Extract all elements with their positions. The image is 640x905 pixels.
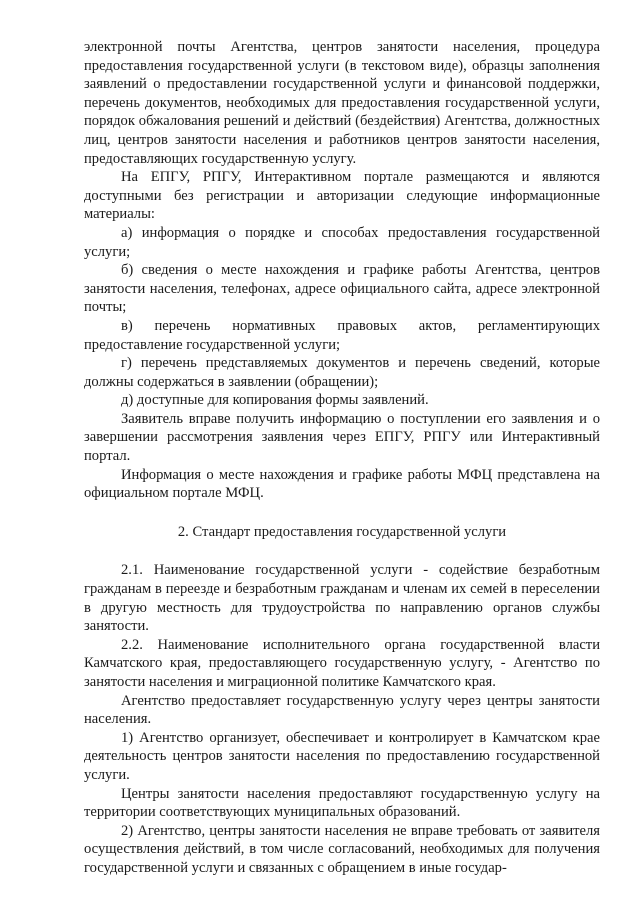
- document-body: [84, 38, 600, 878]
- paragraph-portal-materials: На ЕПГУ, РПГУ, Интерактивном портале размещаются и являются доступными без регистрации и авторизации следующие информационные материалы:: [84, 169, 600, 223]
- paragraph-2-1: 2.1. Наименование государственной услуги - содействие безработным гражданам в переезде и безработным гражданам и членам их семей в переселении в другую местность для трудоустройства по направлению органов службы занятости.: [84, 562, 600, 635]
- spacer: [84, 503, 600, 523]
- spacer: [84, 541, 600, 561]
- list-item-v: в) перечень нормативных правовых актов, регламентирующих предоставление государственной услуги;: [84, 317, 600, 353]
- paragraph-item-2: 2) Агентство, центры занятости населения не вправе требовать от заявителя осуществления действий, в том числе согласований, необходимых для получения государственной услуги и связанных с обращением в иные государ-: [84, 822, 600, 876]
- section-heading: 2. Стандарт предоставления государственной услуги: [177, 523, 507, 540]
- paragraph-2-2: 2.2. Наименование исполнительного органа государственной власти Камчатского края, предоставляющего государственную услугу, - Агентство по занятости населения и миграционной политике Камчатского края.: [84, 636, 600, 690]
- paragraph-item-1: 1) Агентство организует, обеспечивает и контролирует в Камчатском крае деятельность центров занятости населения по предоставлению государственной услуги.: [84, 729, 600, 783]
- list-item-d: д) доступные для копирования формы заявлений.: [121, 392, 429, 409]
- paragraph-agency-centers: Агентство предоставляет государственную услугу через центры занятости населения.: [84, 692, 600, 728]
- list-item-a: а) информация о порядке и способах предоставления государственной услуги;: [84, 224, 600, 260]
- paragraph-contacts-continuation: электронной почты Агентства, центров занятости населения, процедура предоставления государственной услуги (в текстовом виде), образцы заполнения заявлений о предоставлении государственной услуги и финансовой поддержки, перечень документов, необходимых для предоставления государственной услуги, порядок обжалования решений и действий (бездействия) Агентства, должностных лиц, центров занятости населения и работников центров занятости населения, предоставляющих государственную услугу.: [84, 39, 600, 167]
- paragraph-mfc-info: Информация о месте нахождения и графике работы МФЦ представлена на официальном портале МФЦ.: [84, 466, 600, 502]
- list-item-g: г) перечень представляемых документов и перечень сведений, которые должны содержаться в заявлении (обращении);: [84, 355, 600, 390]
- list-item-b: б) сведения о месте нахождения и графике работы Агентства, центров занятости населения, телефонах, адресе официального сайта, адресе электронной почты;: [84, 262, 600, 316]
- paragraph-applicant-info: Заявитель вправе получить информацию о поступлении его заявления и о завершении рассмотрения заявления через ЕПГУ, РПГУ или Интерактивный портал.: [84, 410, 600, 465]
- paragraph-centers-territory: Центры занятости населения предоставляют государственную услугу на территории соответствующих муниципальных образований.: [84, 785, 600, 821]
